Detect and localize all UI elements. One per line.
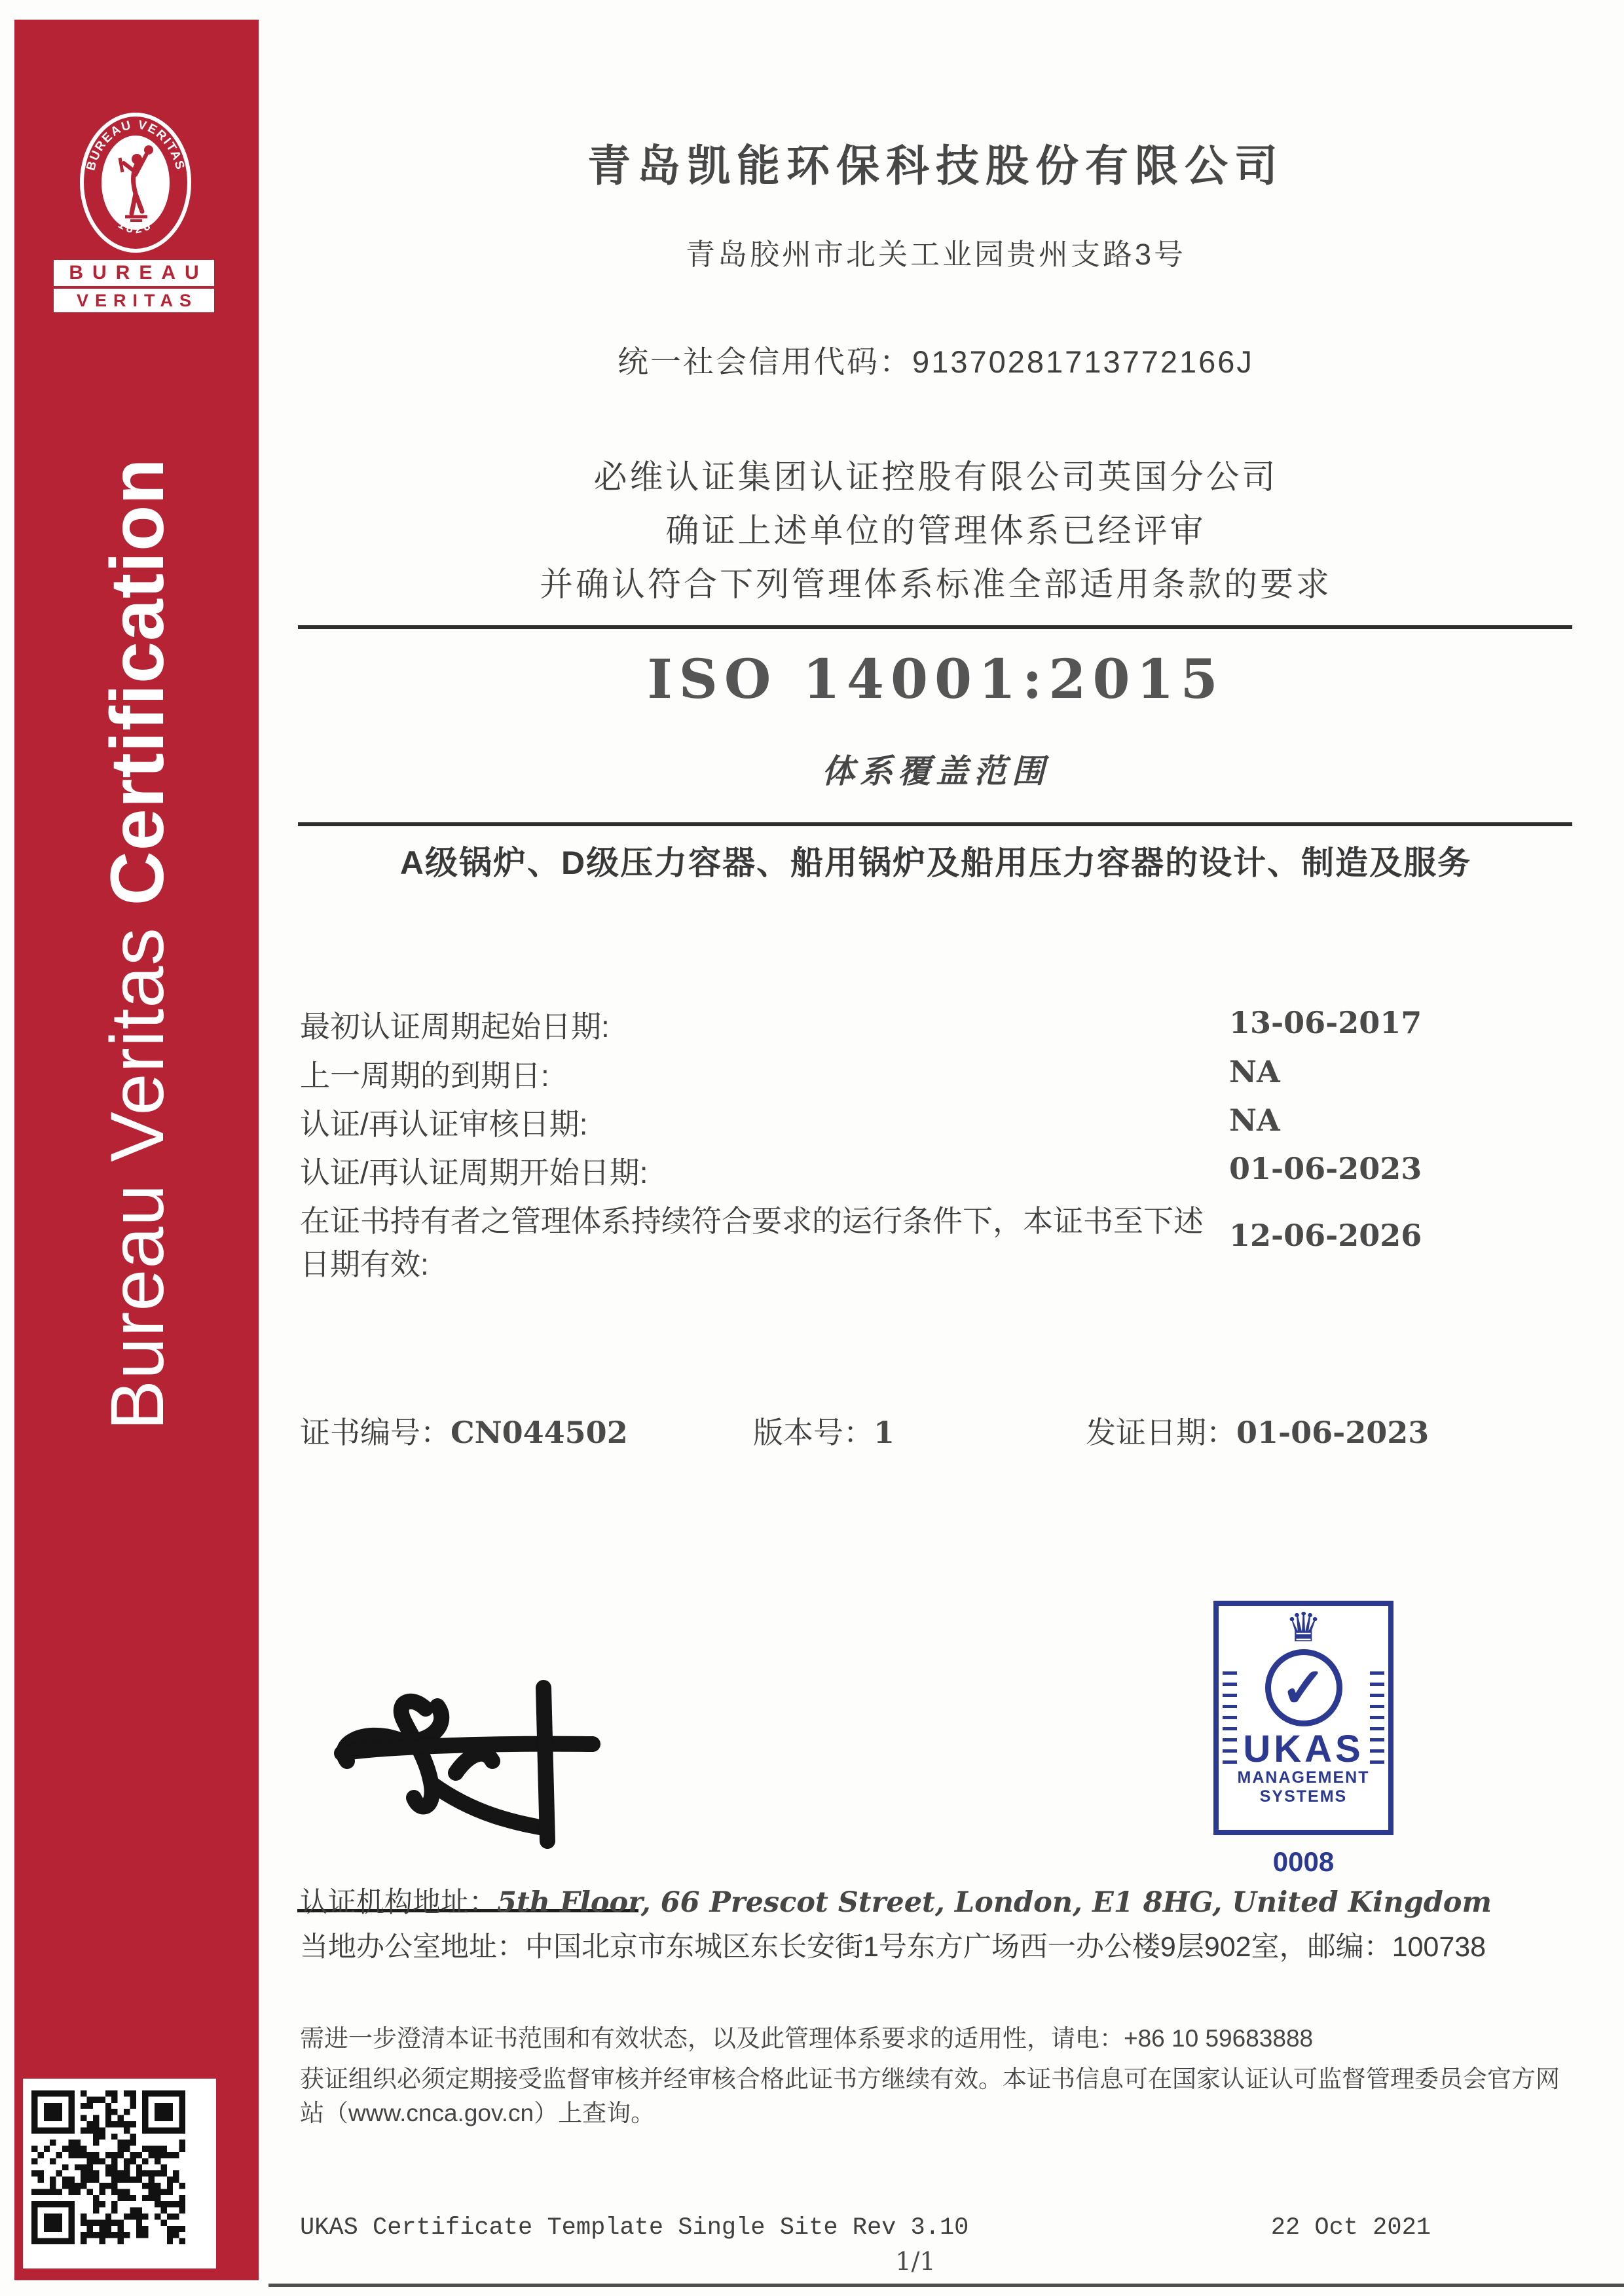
date-value: 01-06-2023 — [1229, 1151, 1422, 1186]
sidebar-red-band — [14, 20, 259, 2280]
date-row-cycle-start — [300, 1151, 1572, 1197]
date-row-audit-date — [300, 1102, 1572, 1148]
local-office-address-label: 当地办公室地址： — [300, 1931, 525, 1963]
certificate-number-label: 证书编号： — [300, 1415, 451, 1449]
issue-date-label: 发证日期： — [1086, 1415, 1236, 1449]
bureau-wordmark: BUREAU — [54, 260, 214, 286]
footer-template-date: 22 Oct 2021 — [1270, 2214, 1431, 2242]
bureau-veritas-emblem-icon — [79, 112, 192, 253]
date-label: 认证/再认证周期开始日期: — [300, 1156, 648, 1190]
page-bottom-edge-line — [268, 2284, 1624, 2287]
vertical-title-bold: Certification — [96, 458, 179, 906]
checkmark-circle-icon — [1265, 1649, 1342, 1726]
date-row-previous-expiry — [300, 1054, 1572, 1100]
local-office-address-value: 中国北京市东城区东长安街1号东方广场西一办公楼9层902室，邮编：100738 — [525, 1931, 1486, 1963]
issuer-statement — [300, 450, 1572, 611]
certification-body-address-value: 5th Floor, 66 Prescot Street, London, E1 8HG, United Kingdom — [497, 1886, 1492, 1919]
qr-code — [31, 2090, 185, 2244]
ukas-left-ticks-icon — [1223, 1671, 1237, 1771]
date-label: 最初认证周期起始日期: — [300, 1010, 610, 1044]
issue-date-value: 01-06-2023 — [1236, 1415, 1430, 1450]
certificate-meta-line — [300, 1409, 1572, 1452]
footer-page-number: 1/1 — [895, 2247, 936, 2276]
svg-text:BUREAU VERITAS: BUREAU VERITAS — [84, 118, 187, 173]
ukas-mark — [1213, 1601, 1393, 1835]
certificate-number: CN044502 — [451, 1415, 628, 1450]
svg-text:1828: 1828 — [116, 217, 155, 236]
issuer-line-2: 确证上述单位的管理体系已经评审 — [665, 512, 1206, 549]
scope-text: A级锅炉、D级压力容器、船用锅炉及船用压力容器的设计、制造及服务 — [399, 845, 1472, 881]
date-value: NA — [1229, 1102, 1280, 1138]
ukas-subtitle-2: SYSTEMS — [1259, 1787, 1348, 1806]
version-value: 1 — [874, 1415, 895, 1450]
ukas-wordmark: UKAS — [1243, 1728, 1364, 1770]
vertical-title-regular: Bureau Veritas — [96, 905, 179, 1430]
date-value: NA — [1229, 1054, 1280, 1089]
ukas-right-ticks-icon — [1370, 1671, 1384, 1771]
date-value: 13-06-2017 — [1229, 1005, 1422, 1040]
sidebar-vertical-title — [94, 458, 181, 1430]
divider-rule-scope — [298, 822, 1572, 826]
standard-name: ISO 14001:2015 — [647, 648, 1225, 711]
ukas-subtitle-1: MANAGEMENT — [1237, 1768, 1370, 1787]
crown-icon: ♛ — [1285, 1605, 1322, 1650]
local-office-address — [300, 1925, 1603, 1965]
date-value: 12-06-2026 — [1229, 1218, 1422, 1253]
certification-body-address-label: 认证机构地址： — [300, 1887, 497, 1918]
footer-template-reference: UKAS Certificate Template Single Site Rev 3.10 — [300, 2214, 969, 2242]
scope-title: 体系覆盖范围 — [822, 753, 1050, 790]
divider-rule-top — [298, 625, 1572, 629]
credit-code-line: 统一社会信用代码：91370281713772166J — [618, 344, 1254, 379]
company-name: 青岛凯能环保科技股份有限公司 — [587, 141, 1284, 190]
company-address: 青岛胶州市北关工业园贵州支路3号 — [685, 238, 1187, 271]
date-label: 上一周期的到期日: — [300, 1059, 549, 1093]
surveillance-note: 获证组织必须定期接受监督审核并经审核合格此证书方继续有效。本证书信息可在国家认证认可监督管理委员会官方网站（www.cnca.gov.cn）上查询。 — [300, 2066, 1560, 2126]
date-label: 在证书持有者之管理体系持续符合要求的运行条件下，本证书至下述日期有效: — [300, 1204, 1204, 1281]
date-label: 认证/再认证审核日期: — [300, 1107, 588, 1141]
checkmark-icon: ✓ — [1280, 1657, 1327, 1719]
certification-body-address — [300, 1880, 1603, 1920]
ukas-accreditation-number: 0008 — [1272, 1846, 1335, 1877]
signature — [327, 1663, 609, 1859]
veritas-wordmark: VERITAS — [54, 289, 214, 312]
issuer-line-3: 并确认符合下列管理体系标准全部适用条款的要求 — [539, 566, 1332, 603]
date-row-valid-until — [300, 1199, 1572, 1291]
clarification-note: 需进一步澄清本证书范围和有效状态，以及此管理体系要求的适用性，请电：+86 10 59683888 — [300, 2025, 1314, 2052]
issuer-line-1: 必维认证集团认证控股有限公司英国分公司 — [593, 458, 1278, 496]
date-row-initial-cycle — [300, 1005, 1572, 1051]
version-label: 版本号： — [753, 1415, 874, 1449]
